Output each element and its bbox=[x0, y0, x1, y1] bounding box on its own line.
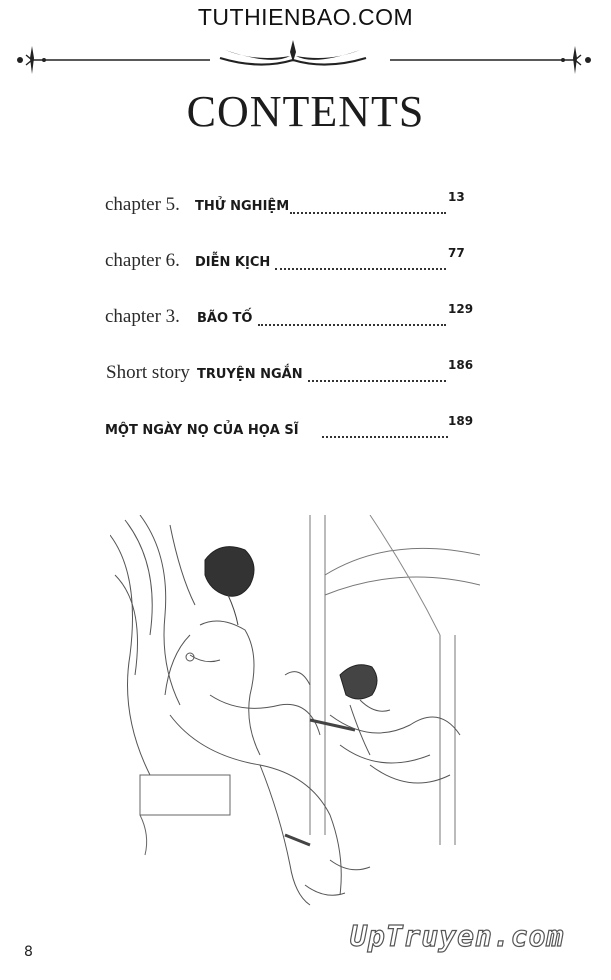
toc-chapter-title: BÃO TỐ bbox=[197, 311, 253, 326]
illustration-sketch bbox=[110, 515, 480, 915]
toc-entry bbox=[100, 246, 480, 276]
toc-chapter-title: TRUYỆN NGẮN bbox=[197, 367, 303, 382]
watermark-top: TUTHIENBAO.COM bbox=[197, 4, 414, 30]
ornamental-divider-icon bbox=[10, 36, 600, 80]
toc-leader-dots bbox=[308, 378, 446, 382]
toc-chapter-title: DIỄN KỊCH bbox=[195, 255, 271, 270]
toc-entry bbox=[100, 414, 480, 444]
toc-chapter-label: chapter 6. bbox=[105, 250, 180, 271]
watermark-bottom: UpTruyen.com bbox=[350, 920, 565, 953]
page-number: 8 bbox=[24, 944, 33, 960]
toc-chapter-title: MỘT NGÀY NỌ CỦA HỌA SĨ bbox=[105, 423, 299, 438]
toc-leader-dots bbox=[290, 210, 446, 214]
toc-chapter-title: THỬ NGHIỆM bbox=[195, 199, 290, 214]
toc-leader-dots bbox=[258, 322, 446, 326]
toc-page-number: 13 bbox=[448, 190, 465, 204]
toc-page-number: 129 bbox=[448, 302, 474, 316]
toc-chapter-label: Short story bbox=[106, 362, 190, 383]
toc-chapter-label: chapter 3. bbox=[105, 306, 180, 327]
toc-entry bbox=[100, 302, 480, 332]
page-title: CONTENTS bbox=[186, 87, 425, 136]
toc-page-number: 186 bbox=[448, 358, 474, 372]
toc-leader-dots bbox=[322, 434, 448, 438]
toc-page-number: 77 bbox=[448, 246, 465, 260]
toc-leader-dots bbox=[275, 266, 446, 270]
toc-entry bbox=[100, 190, 480, 220]
toc-entry bbox=[100, 358, 480, 388]
toc-page-number: 189 bbox=[448, 414, 474, 428]
toc-chapter-label: chapter 5. bbox=[105, 194, 180, 215]
